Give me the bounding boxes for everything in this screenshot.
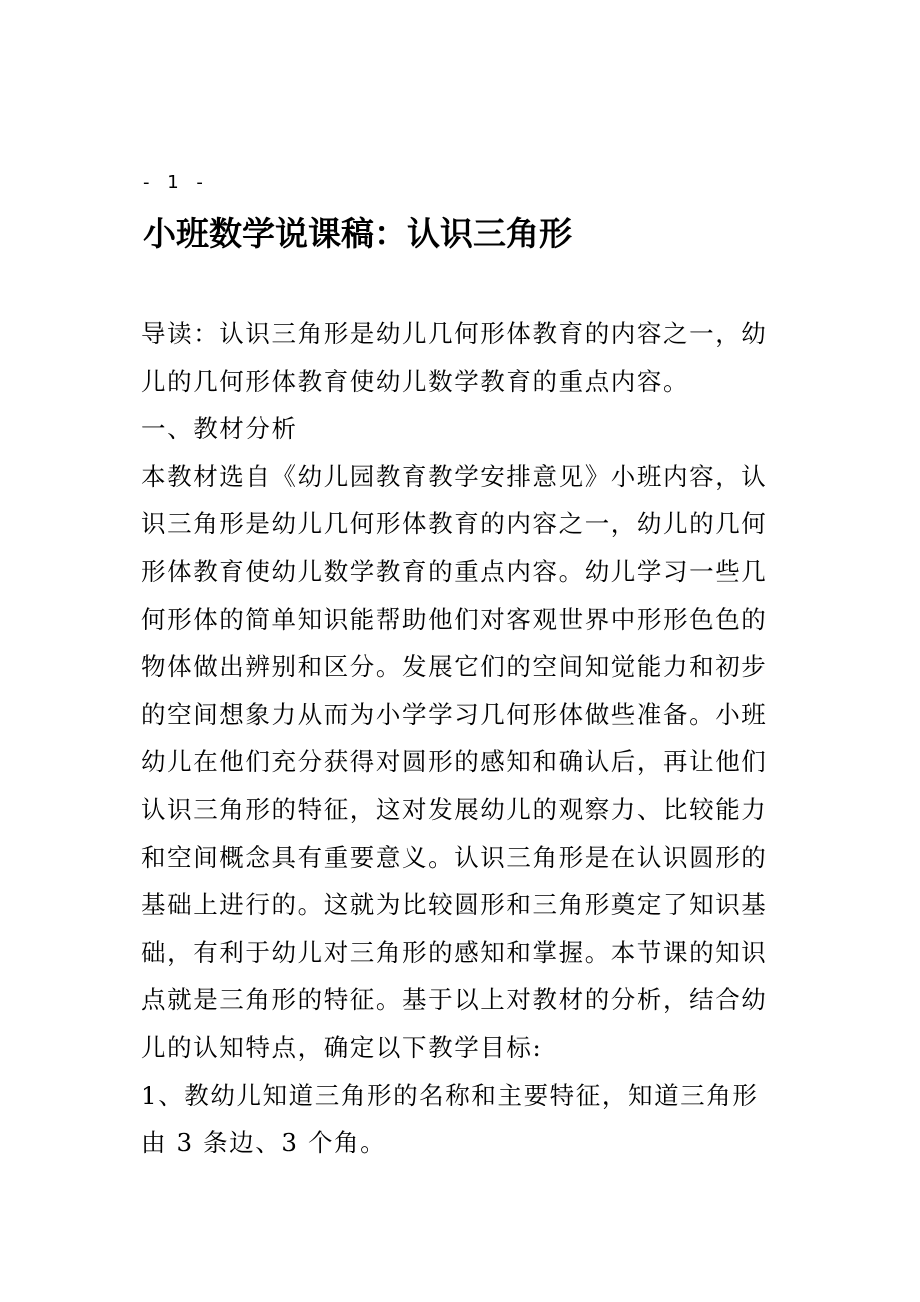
teaching-goal-1: 1、教幼儿知道三角形的名称和主要特征，知道三角形由 3 条边、3 个角。 <box>141 1080 759 1158</box>
page-number: - 1 - <box>143 172 209 193</box>
intro-paragraph: 导读：认识三角形是幼儿几何形体教育的内容之一，幼儿的几何形体教育使幼儿数学教育的重点内容。 <box>141 319 768 396</box>
document-body <box>141 310 777 1167</box>
section-heading-textbook-analysis: 一、教材分析 <box>141 414 298 444</box>
document-title: 小班数学说课稿：认识三角形 <box>143 214 572 253</box>
textbook-analysis-paragraph: 本教材选自《幼儿园教育教学安排意见》小班内容，认识三角形是幼儿几何形体教育的内容之一，幼儿的几何形体教育使幼儿数学教育的重点内容。幼儿学习一些几何形体的简单知识能帮助他们对客观世界中形形色色的物体做出辨别和区分。发展它们的空间知觉能力和初步的空间想象力从而为小学学习几何形体做些准备。小班幼儿在他们充分获得对圆形的感知和确认后，再让他们认识三角形的特征，这对发展幼儿的观察力、比较能力和空间概念具有重要意义。认识三角形是在认识圆形的基础上进行的。这就为比较圆形和三角形奠定了知识基础，有利于幼儿对三角形的感知和掌握。本节课的知识点就是三角形的特征。基于以上对教材的分析，结合幼儿的认知特点，确定以下教学目标: <box>141 461 768 1062</box>
